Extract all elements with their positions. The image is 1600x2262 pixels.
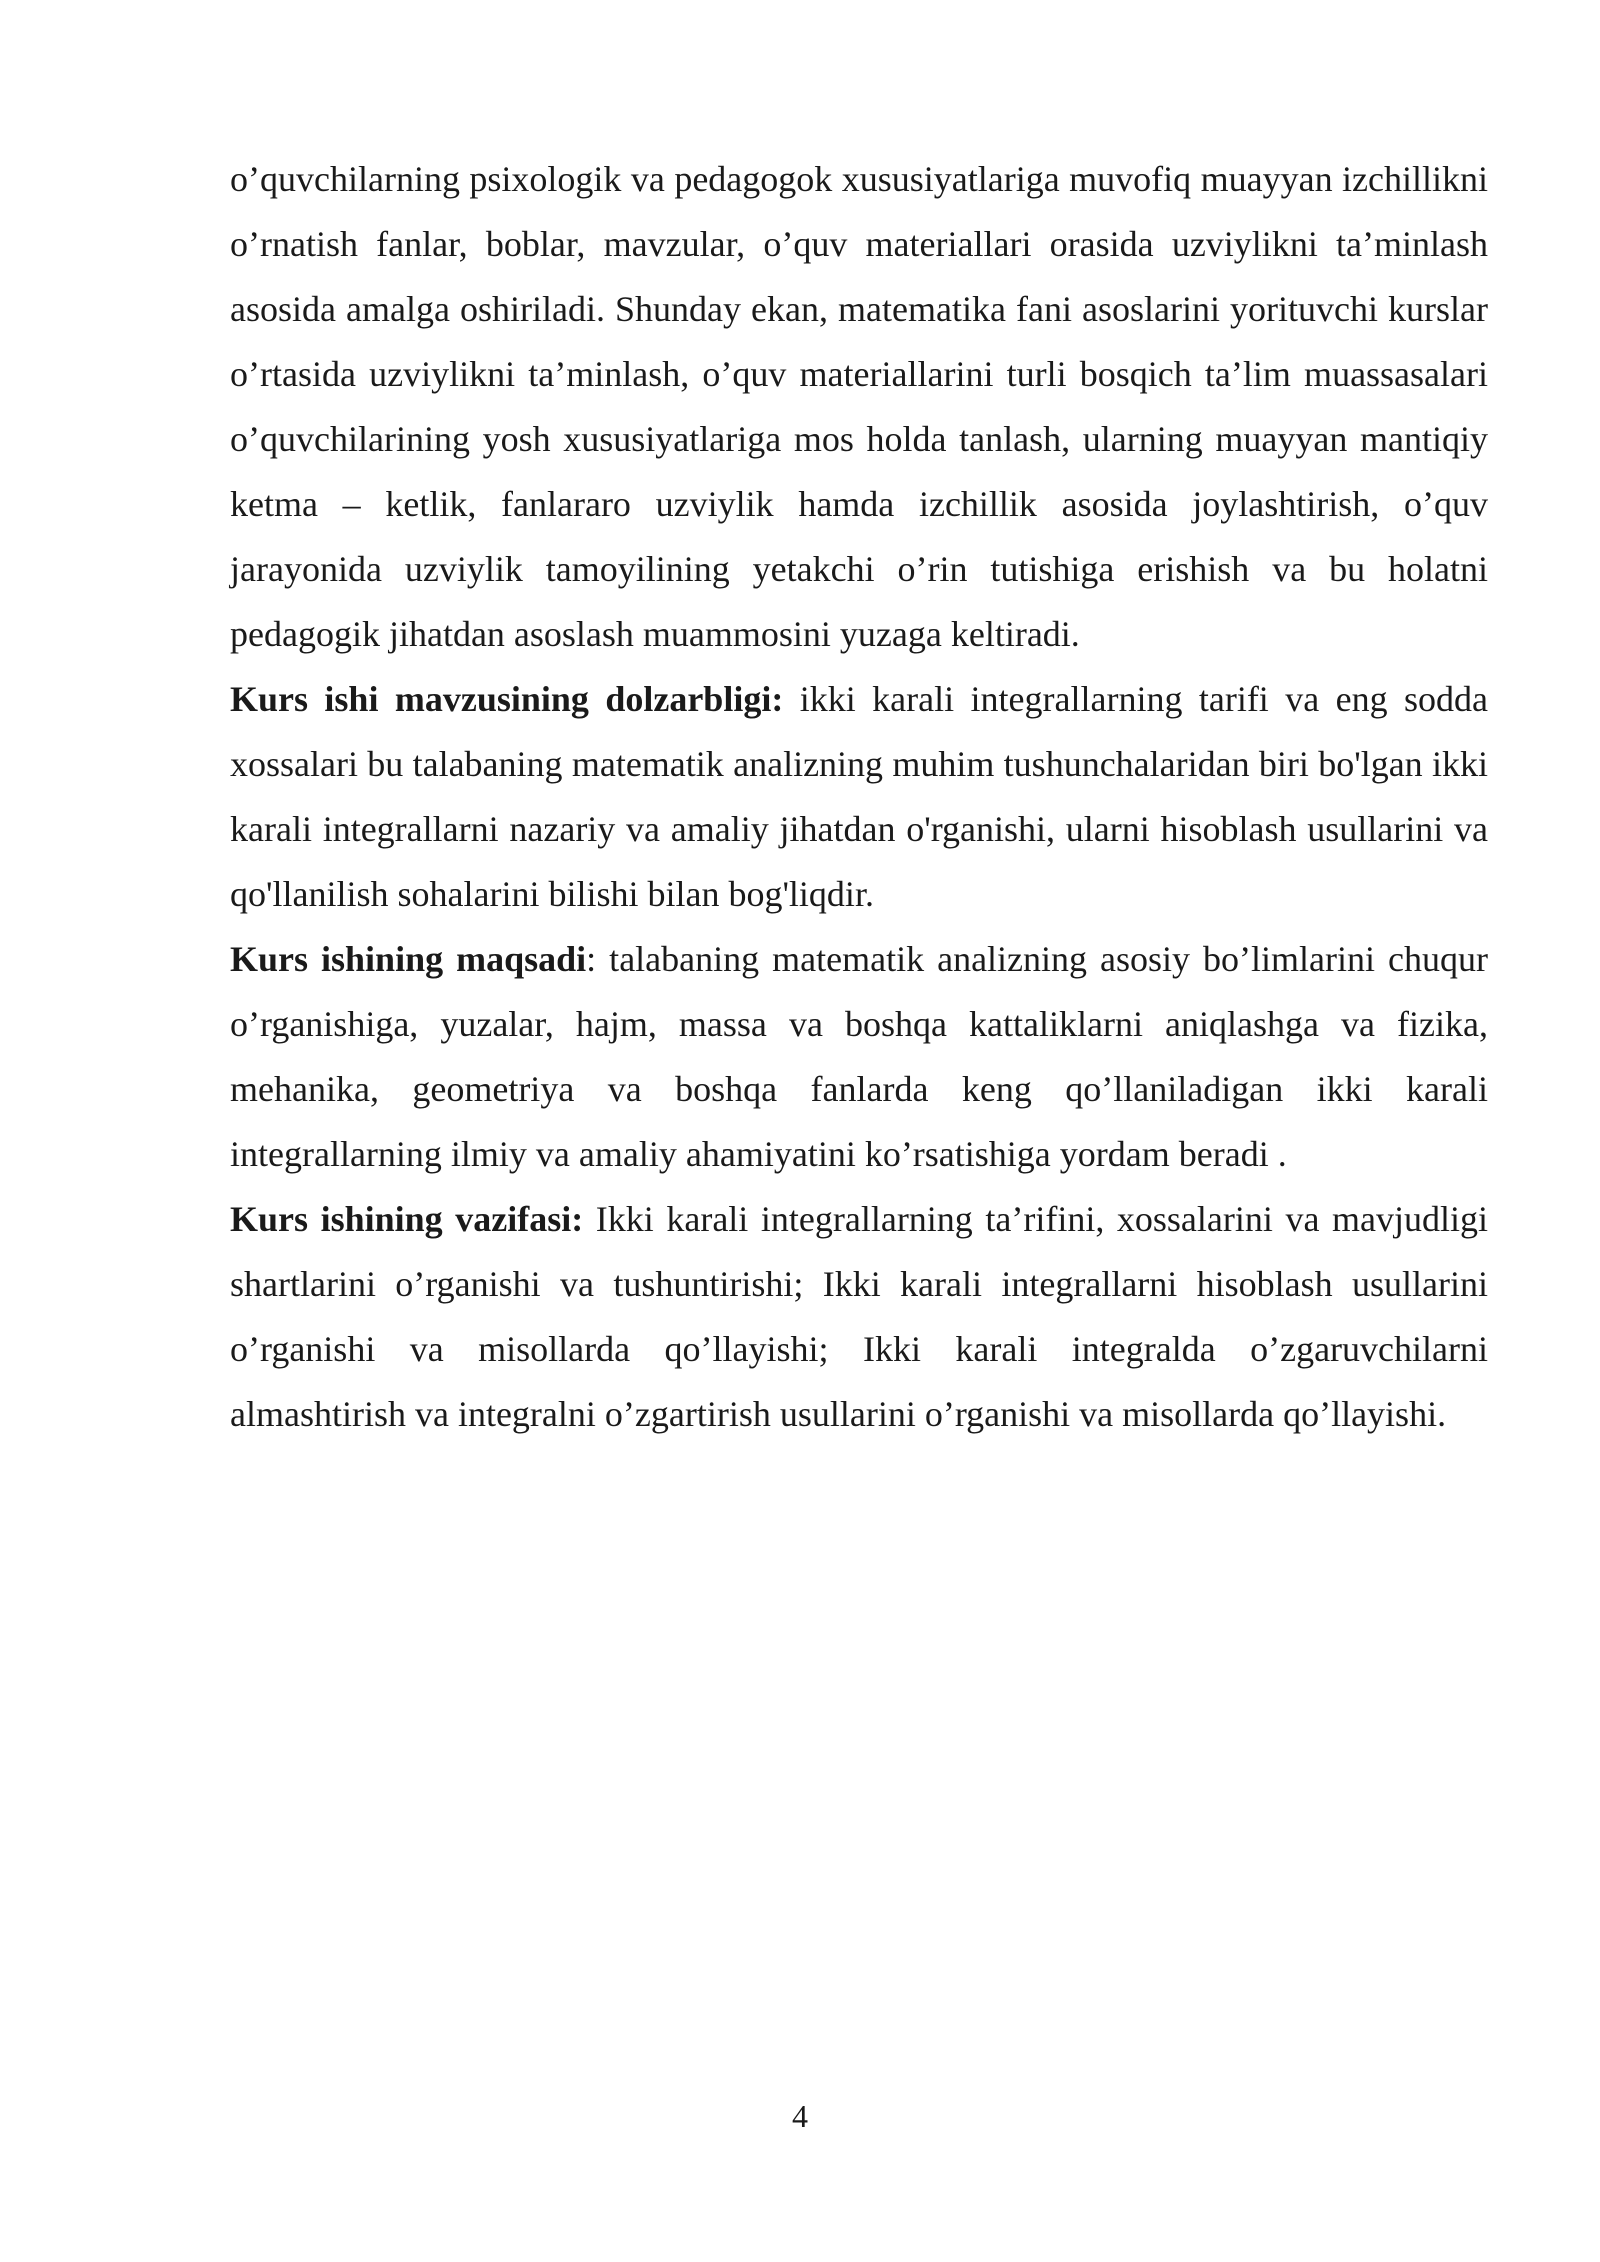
goal-paragraph bbox=[230, 927, 1488, 1187]
relevance-paragraph bbox=[230, 667, 1488, 927]
intro-paragraph bbox=[230, 147, 1488, 667]
goal-heading: Kurs ishining maqsadi bbox=[230, 939, 587, 979]
body-text bbox=[230, 147, 1488, 1447]
intro-paragraph-text: o’quvchilarning psixologik va pedagogok xususiyatlariga muvofiq muayyan izchillikni o’rnatish fanlar, boblar, mavzular, o’quv materiallari orasida uzviylikni ta’minlash asosida amalga oshiriladi. Shunday ekan, matematika fani asoslarini yorituvchi kurslar o’rtasida uzviylikni ta’minlash, o’quv materiallarini turli bosqich ta’lim muassasalari o’quvchilarining yosh xususiyatlariga mos holda tanlash, ularning muayyan mantiqiy ketma – ketlik, fanlararo uzviylik hamda izchillik asosida joylashtirish, o’quv jarayonida uzviylik tamoyilining yetakchi o’rin tutishiga erishish va bu holatni pedagogik jihatdan asoslash muammosini yuzaga keltiradi. bbox=[230, 159, 1488, 654]
relevance-heading: Kurs ishi mavzusining dolzarbligi: bbox=[230, 679, 784, 719]
tasks-paragraph bbox=[230, 1187, 1488, 1447]
relevance-text: ikki karali integrallarning tarifi va eng sodda xossalari bu talabaning matematik analizning muhim tushunchalaridan biri bo'lgan ikki karali integrallarni nazariy va amaliy jihatdan o'rganishi, ularni hisoblash usullarini va qo'llanilish sohalarini bilishi bilan bog'liqdir. bbox=[230, 679, 1488, 914]
tasks-heading: Kurs ishining vazifasi: bbox=[230, 1199, 584, 1239]
page-number: 4 bbox=[792, 2098, 808, 2134]
tasks-text: Ikki karali integrallarning ta’rifini, xossalarini va mavjudligi shartlarini o’rganishi va tushuntirishi; Ikki karali integrallarni hisoblash usullarini o’rganishi va misollarda qo’llayishi; Ikki karali integralda o’zgaruvchilarni almashtirish va integralni o’zgartirish usullarini o’rganishi va misollarda qo’llayishi. bbox=[230, 1199, 1489, 1434]
goal-text: : talabaning matematik analizning asosiy bo’limlarini chuqur o’rganishiga, yuzalar, hajm, massa va boshqa kattaliklarni aniqlashga va fizika, mehanika, geometriya va boshqa fanlarda keng qo’llaniladigan ikki karali integrallarning ilmiy va amaliy ahamiyatini ko’rsatishiga yordam beradi . bbox=[230, 939, 1489, 1174]
